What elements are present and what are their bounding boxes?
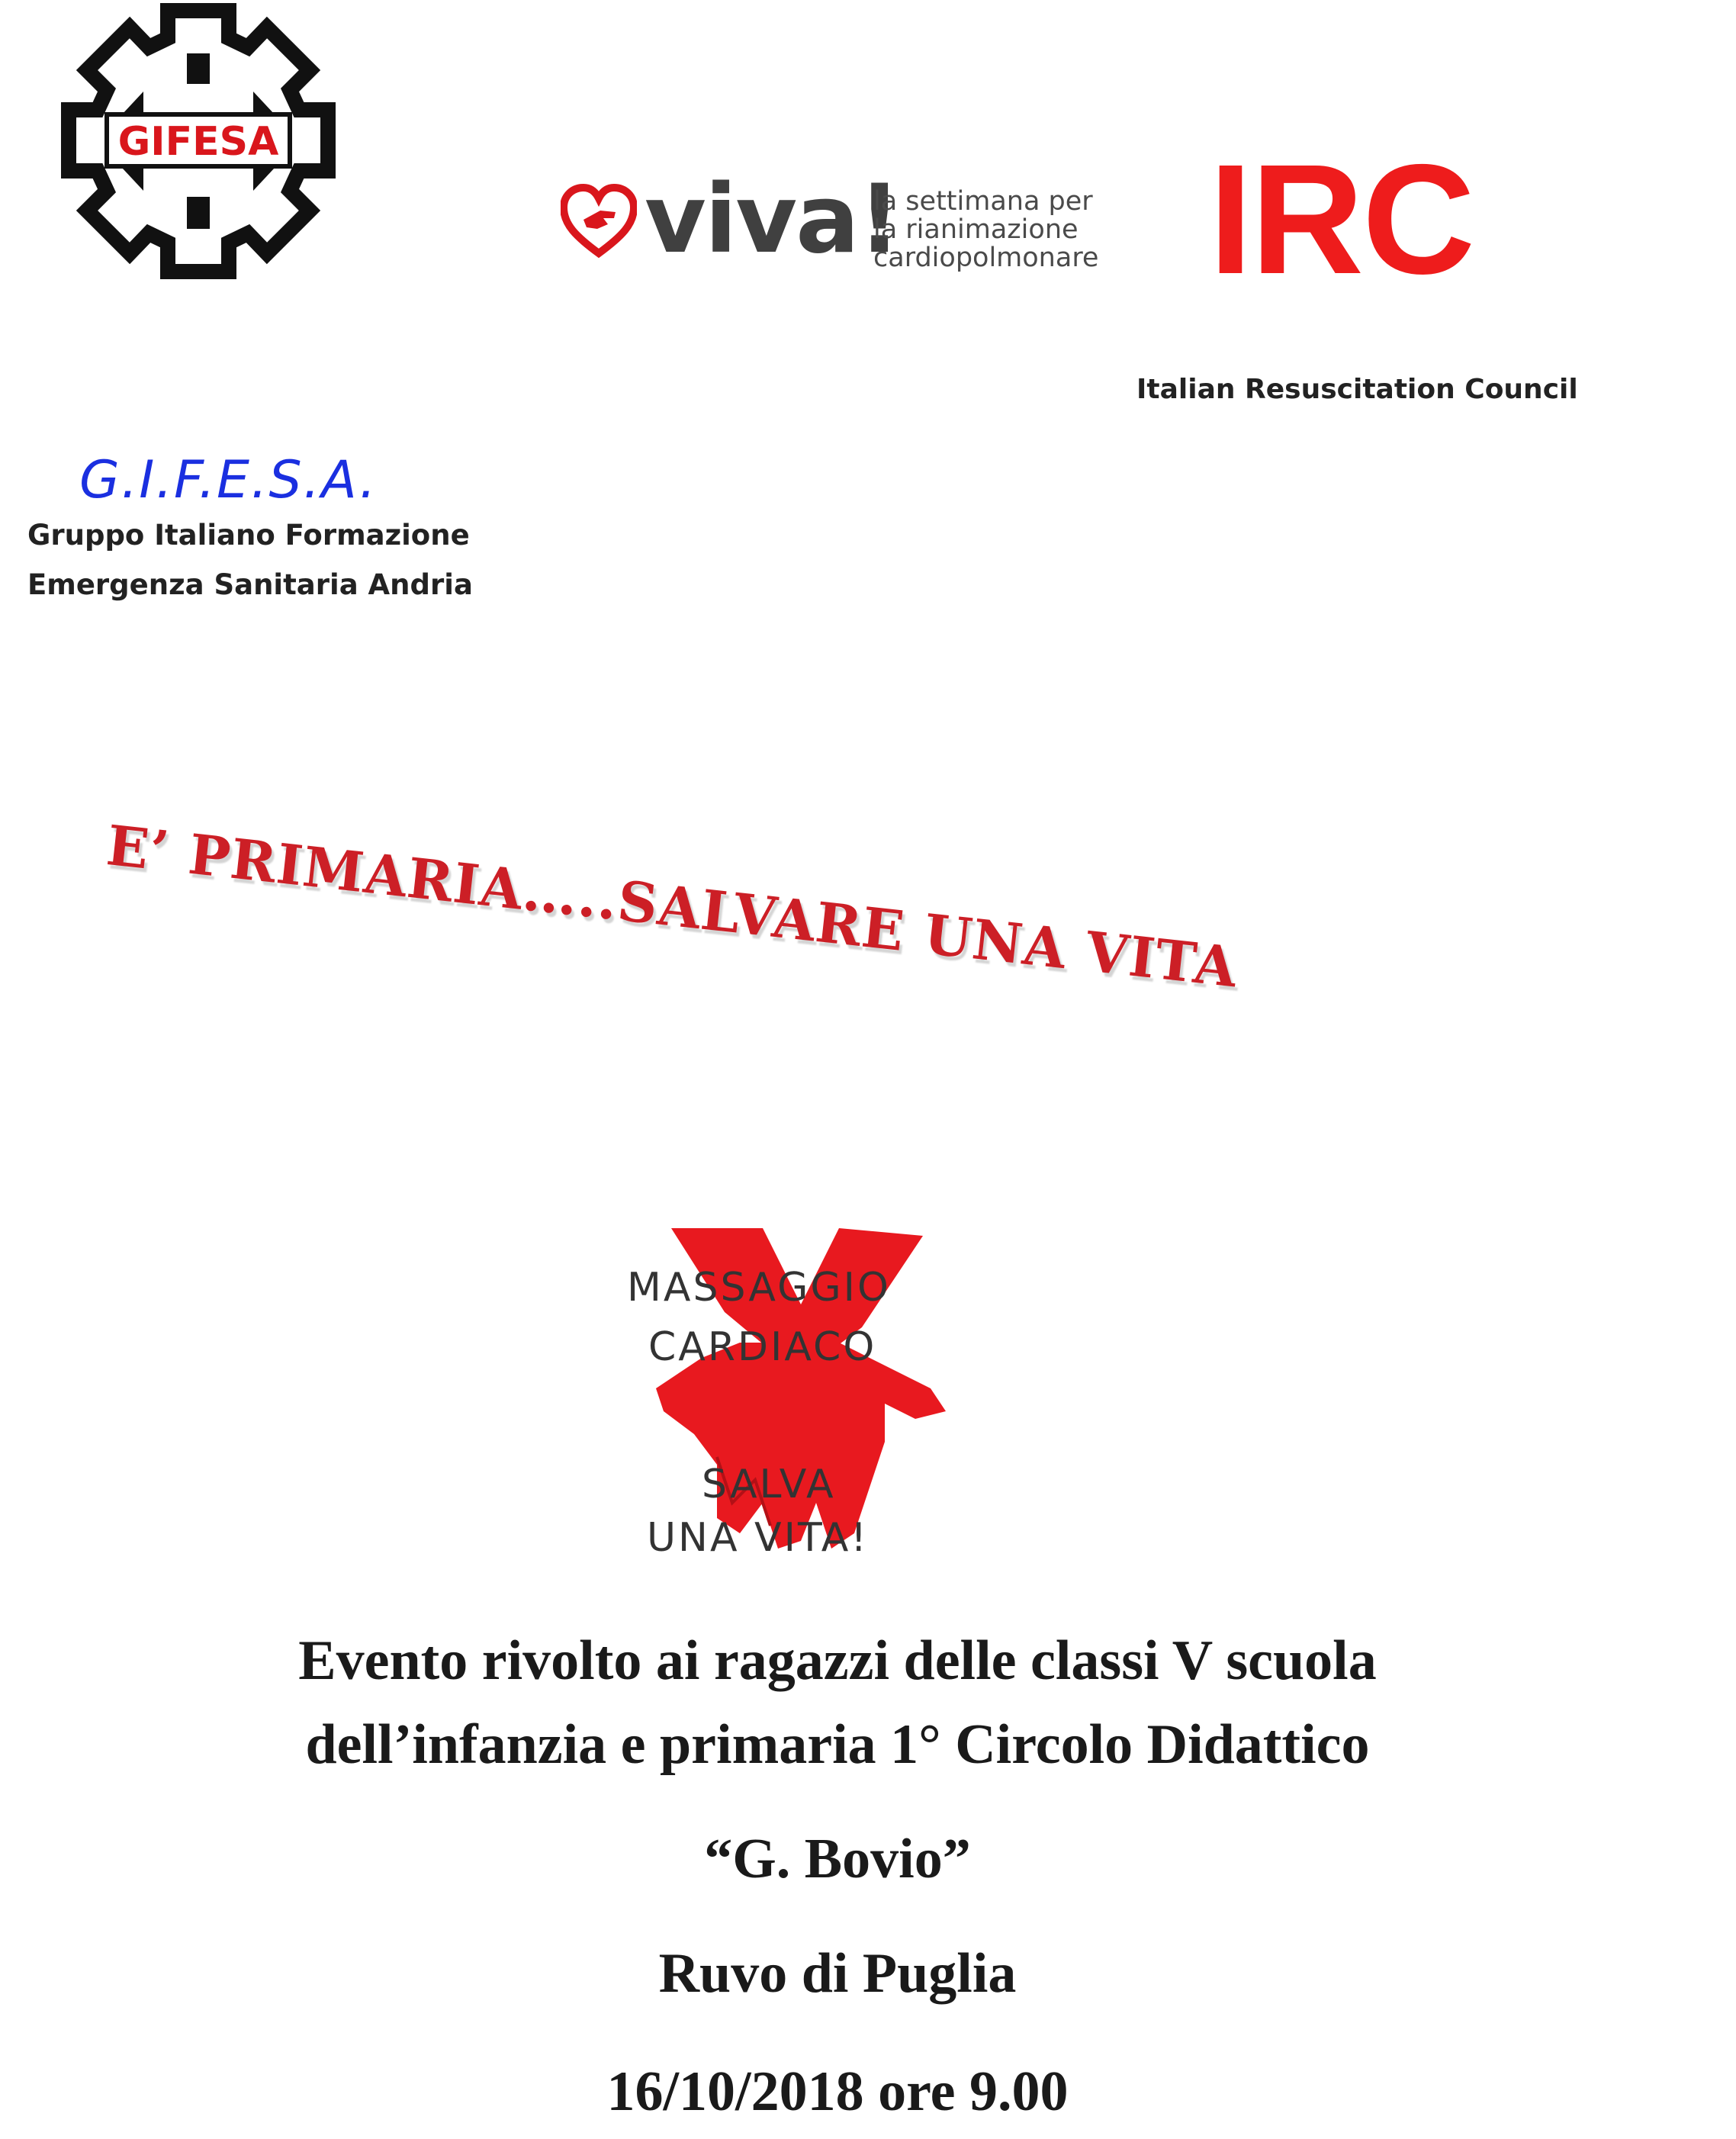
viva-tagline-line: la settimana per — [873, 186, 1093, 217]
headline: E’ PRIMARIA…..SALVARE UNA VITA — [103, 812, 1241, 1000]
event-city: Ruvo di Puglia — [658, 1942, 1017, 2005]
event-school: “G. Bovio” — [704, 1828, 971, 1890]
event-description-line1: Evento rivolto ai ragazzi delle classi V scuola — [298, 1629, 1377, 1692]
event-description-line2: dell’infanzia e primaria 1° Circolo Didattico — [305, 1713, 1370, 1776]
badge-line1: MASSAGGIO — [627, 1265, 891, 1311]
event-datetime: 16/10/2018 ore 9.00 — [606, 2060, 1069, 2123]
badge-line3: SALVA — [702, 1462, 836, 1507]
badge-line2: CARDIACO — [648, 1324, 877, 1370]
badge-line4: UNA VITA! — [647, 1515, 870, 1561]
viva-tagline-line: cardiopolmonare — [873, 243, 1099, 273]
heart-hand-icon — [561, 183, 637, 259]
gear-icon — [61, 0, 336, 282]
viva-logo — [561, 165, 1099, 275]
viva-tagline — [873, 188, 1098, 272]
gifesa-gear-logo — [61, 0, 336, 282]
viva-wordmark: viva! — [645, 165, 900, 275]
organization-acronym: G.I.F.E.S.A. — [79, 450, 378, 510]
irc-logo: IRC — [1209, 132, 1474, 307]
gifesa-logo-text: GIFESA — [117, 119, 279, 165]
irc-subtitle: Italian Resuscitation Council — [1136, 374, 1578, 405]
organization-name-line1: Gruppo Italiano Formazione — [27, 519, 470, 552]
organization-name-line2: Emergenza Sanitaria Andria — [27, 568, 473, 601]
viva-tagline-line: la rianimazione — [873, 214, 1079, 245]
cpr-badge — [610, 1213, 969, 1564]
